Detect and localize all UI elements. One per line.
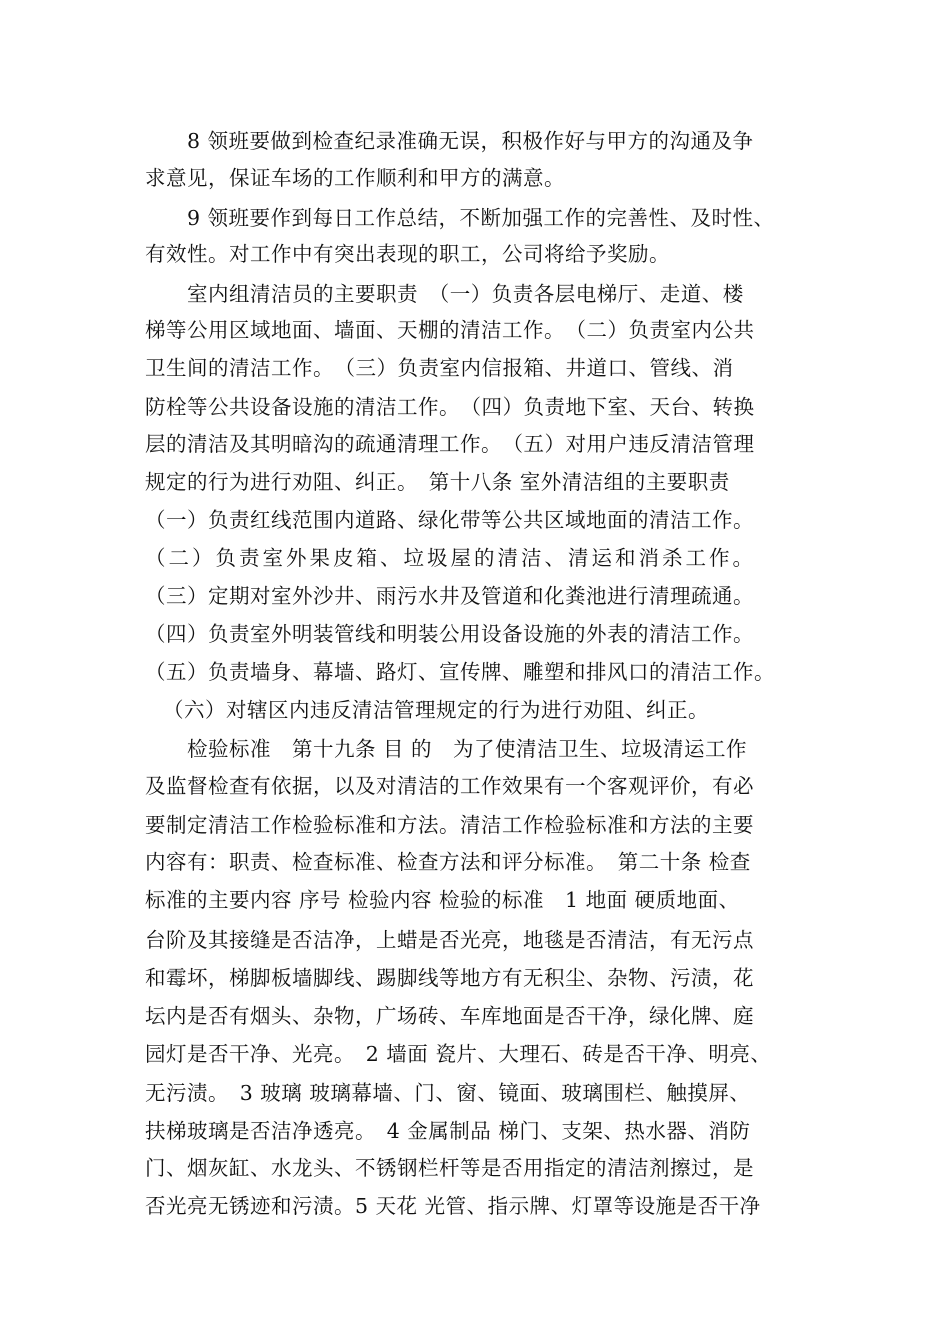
text-line: 规定的行为进行劝阻、纠正。 第十八条 室外清洁组的主要职责 xyxy=(145,470,730,494)
text-line: （五）负责墙身、幕墙、路灯、宣传牌、雕塑和排风口的清洁工作。 xyxy=(145,660,775,684)
text-line: 层的清洁及其明暗沟的疏通清理工作。 （五）对用户违反清洁管理 xyxy=(145,432,755,456)
text-line: 台阶及其接缝是否洁净，上蜡是否光亮，地毯是否清洁，有无污点 xyxy=(145,928,754,952)
text-line: 及监督检查有依据，以及对清洁的工作效果有一个客观评价，有必 xyxy=(145,774,754,798)
text-line: （一）负责红线范围内道路、绿化带等公共区域地面的清洁工作。 xyxy=(145,508,754,532)
text-line: 标准的主要内容 序号 检验内容 检验的标准 1 地面 硬质地面、 xyxy=(145,888,740,912)
text-line: 要制定清洁工作检验标准和方法。清洁工作检验标准和方法的主要 xyxy=(145,813,754,837)
text-line: 无污渍。 3 玻璃 玻璃幕墙、门、窗、镜面、玻璃围栏、触摸屏、 xyxy=(145,1081,751,1105)
text-line: 有效性。对工作中有突出表现的职工，公司将给予奖励。 xyxy=(145,242,670,266)
text-line: 8 领班要做到检查纪录准确无误，积极作好与甲方的沟通及争 xyxy=(187,129,754,153)
text-line: 和霉坏，梯脚板墙脚线、踢脚线等地方有无积尘、杂物、污渍，花 xyxy=(145,966,754,990)
text-line: 扶梯玻璃是否洁净透亮。 4 金属制品 梯门、支架、热水器、消防 xyxy=(145,1119,751,1143)
text-line: （二）负责室外果皮箱、垃圾屋的清洁、清运和消杀工作。 xyxy=(145,546,756,570)
text-line: 室内组清洁员的主要职责 （一）负责各层电梯厅、走道、楼 xyxy=(187,282,744,306)
text-line: 园灯是否干净、光亮。 2 墙面 瓷片、大理石、砖是否干净、明亮、 xyxy=(145,1042,772,1066)
text-line: 坛内是否有烟头、杂物，广场砖、车库地面是否干净，绿化牌、庭 xyxy=(145,1004,754,1028)
text-line: 门、烟灰缸、水龙头、不锈钢栏杆等是否用指定的清洁剂擦过，是 xyxy=(145,1156,754,1180)
text-line: 防栓等公共设备设施的清洁工作。 （四）负责地下室、天台、转换 xyxy=(145,395,755,419)
text-line: （三）定期对室外沙井、雨污水井及管道和化粪池进行清理疏通。 xyxy=(145,584,754,608)
text-line: 梯等公用区域地面、墙面、天棚的清洁工作。 （二）负责室内公共 xyxy=(145,318,755,342)
text-line: 卫生间的清洁工作。 （三）负责室内信报箱、井道口、管线、消 xyxy=(145,356,734,380)
text-line: 内容有：职责、检查标准、检查方法和评分标准。 第二十条 检查 xyxy=(145,850,751,874)
text-line: （四）负责室外明装管线和明装公用设备设施的外表的清洁工作。 xyxy=(145,622,754,646)
text-line: 检验标准 第十九条 目 的 为了使清洁卫生、垃圾清运工作 xyxy=(187,737,748,761)
text-line: 否光亮无锈迹和污渍。5 天花 光管、指示牌、灯罩等设施是否干净 xyxy=(145,1194,761,1218)
text-line: 9 领班要作到每日工作总结，不断加强工作的完善性、及时性、 xyxy=(187,206,775,230)
text-line: 求意见，保证车场的工作顺利和甲方的满意。 xyxy=(145,166,565,190)
text-line: （六）对辖区内违反清洁管理规定的行为进行劝阻、纠正。 xyxy=(163,698,709,722)
